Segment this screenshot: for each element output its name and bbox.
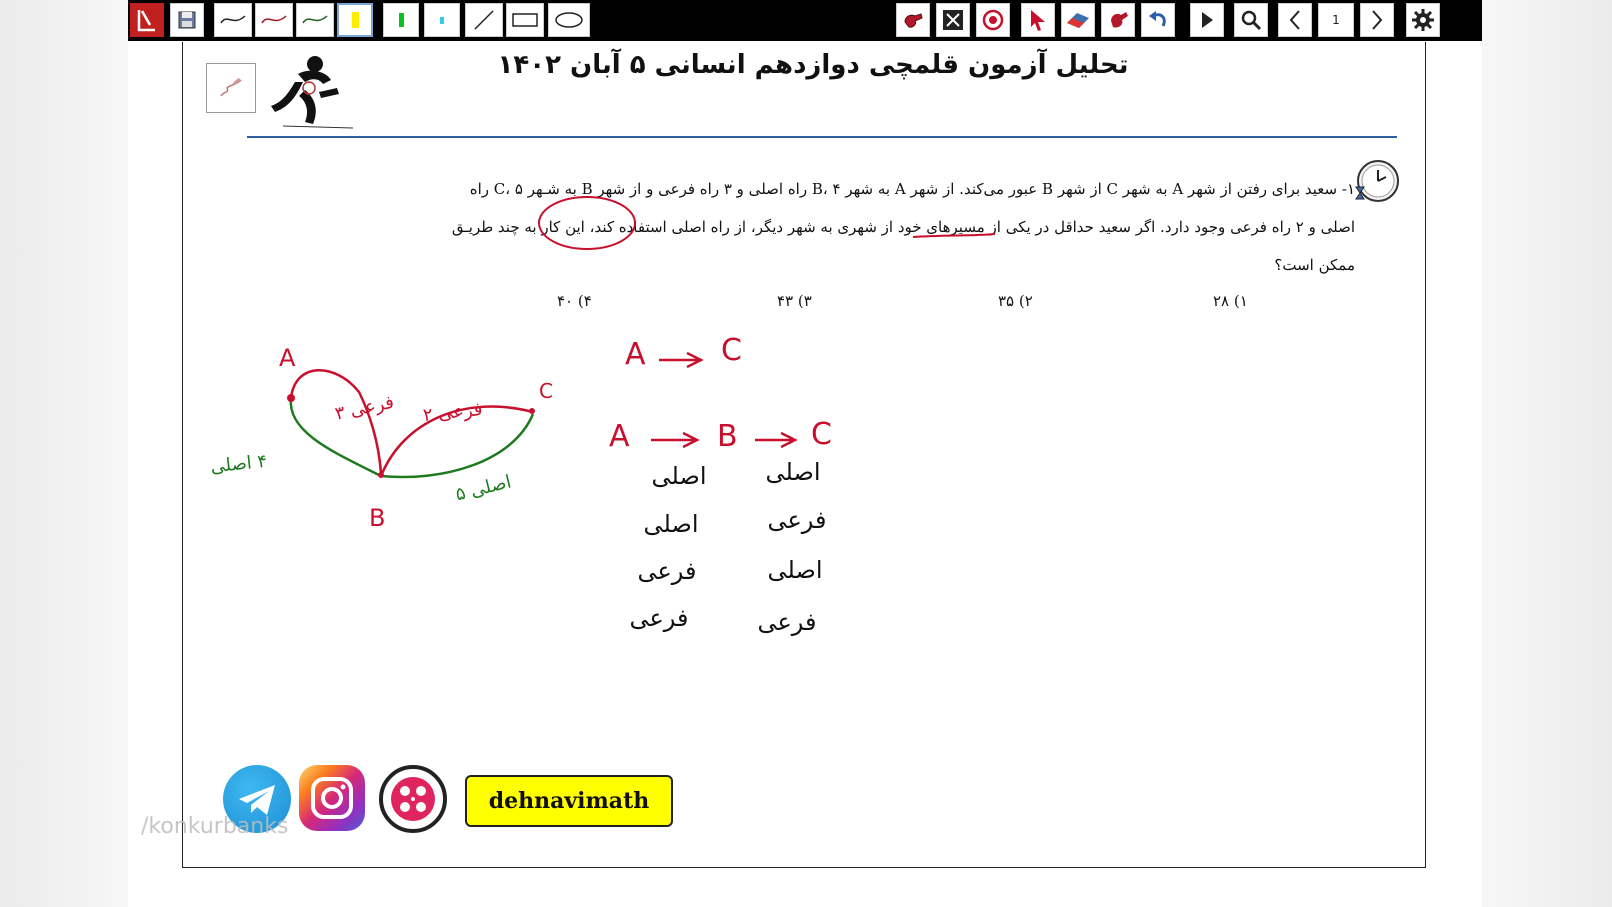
option-4: ۴) ۴۰ (557, 292, 592, 310)
node-b-label: B (369, 504, 386, 532)
watermark: /konkurbanks (141, 814, 289, 839)
timer-clock-icon (1352, 157, 1400, 205)
page-number[interactable] (1318, 3, 1354, 37)
route1-from: A (625, 337, 646, 372)
node-a-label: A (279, 344, 296, 372)
node-b-dot (378, 472, 384, 478)
clear-page-icon[interactable] (936, 3, 970, 37)
node-c-label: C (539, 379, 553, 403)
case-left-2: اصلی (643, 510, 699, 538)
bc-main-label: ۵ اصلی (453, 471, 514, 506)
case-left-4: فرعی (629, 604, 689, 632)
institute-logo (253, 54, 363, 134)
right-margin (1482, 0, 1612, 907)
toolbar (128, 0, 1482, 41)
question-line-1: ۱- سعید برای رفتن از شهر A به شهر C از شهر B عبور می‌کند. از شهر A به شهر B، ۴ راه اصلی و ۳ راه فرعی و از شهر B به شـهر C، ۵ راه (469, 180, 1355, 198)
ab-side-label: ۳ فرعی (333, 391, 396, 425)
line-icon[interactable] (465, 3, 503, 37)
glove-icon[interactable] (896, 3, 930, 37)
ab-side-arc (291, 370, 381, 474)
app-logo-icon[interactable] (130, 3, 164, 37)
node-c-dot (529, 408, 535, 414)
highlighter-green-icon[interactable] (383, 3, 419, 37)
settings-icon[interactable] (1406, 3, 1440, 37)
page-title: تحلیل آزمون قلمچی دوازدهم انسانی ۵ آبان ۱۴۰۲ (497, 50, 1129, 80)
question-text (303, 170, 1355, 284)
undo-icon[interactable] (1141, 3, 1175, 37)
case-right-4: فرعی (757, 608, 817, 636)
case-left-1: اصلی (651, 462, 707, 490)
pen-thin-icon[interactable] (214, 3, 252, 37)
left-margin (0, 0, 128, 907)
play-icon[interactable] (1190, 3, 1224, 37)
rectangle-icon[interactable] (506, 3, 544, 37)
question-line-3: ممکن است؟ (1274, 256, 1355, 274)
zoom-icon[interactable] (1234, 3, 1268, 37)
pen-tool-button[interactable] (206, 63, 256, 113)
option-2: ۲) ۳۵ (998, 292, 1033, 310)
page-number-label: 1 (1332, 13, 1340, 27)
bc-main-arc (381, 414, 533, 477)
case-right-3: اصلی (767, 556, 823, 584)
bc-side-arc (381, 407, 533, 476)
prev-page-icon[interactable] (1278, 3, 1312, 37)
highlighter-yellow-icon[interactable] (337, 3, 373, 37)
pointer-icon[interactable] (1021, 3, 1055, 37)
hand-icon[interactable] (1101, 3, 1135, 37)
case-left-3: فرعی (637, 557, 697, 585)
route1-arrow (659, 353, 701, 367)
route2-b: B (717, 419, 738, 454)
route1-to: C (721, 333, 742, 368)
pencil-icon (217, 74, 245, 102)
node-a-dot (287, 394, 295, 402)
ellipse-icon[interactable] (548, 3, 590, 37)
route2-arrow-2 (755, 433, 795, 447)
question-line-2: اصلی و ۲ راه فرعی وجود دارد. اگر سعید حداقل در یکی از مسیرهای خود از شهری به شهر دیگر، از راه اصلی استفاده کند، این کار به چند طریـق (451, 218, 1355, 236)
ab-main-label: ۴ اصلی (209, 450, 269, 478)
case-right-1: اصلی (765, 458, 821, 486)
header-divider (247, 136, 1397, 138)
handwriting-layer (183, 42, 1427, 868)
aparat-icon[interactable] (379, 765, 447, 833)
record-icon[interactable] (976, 3, 1010, 37)
route2-a: A (609, 419, 630, 454)
eraser-icon[interactable] (1061, 3, 1095, 37)
whiteboard-app (128, 0, 1482, 907)
pen-green-icon[interactable] (296, 3, 334, 37)
option-1: ۱) ۲۸ (1213, 292, 1248, 310)
option-3: ۳) ۴۳ (777, 292, 812, 310)
brand-label[interactable]: dehnavimath (465, 775, 673, 827)
instagram-icon[interactable] (299, 765, 365, 831)
highlighter-cyan-icon[interactable] (424, 3, 460, 37)
next-page-icon[interactable] (1360, 3, 1394, 37)
bc-side-label: ۲ فرعی (421, 398, 484, 427)
save-icon[interactable] (170, 3, 204, 37)
route2-arrow-1 (651, 433, 697, 447)
ab-main-arc (291, 398, 381, 476)
case-right-2: فرعی (767, 506, 827, 534)
pen-red-icon[interactable] (255, 3, 293, 37)
slide-page (141, 42, 1426, 868)
route2-c: C (811, 417, 832, 452)
